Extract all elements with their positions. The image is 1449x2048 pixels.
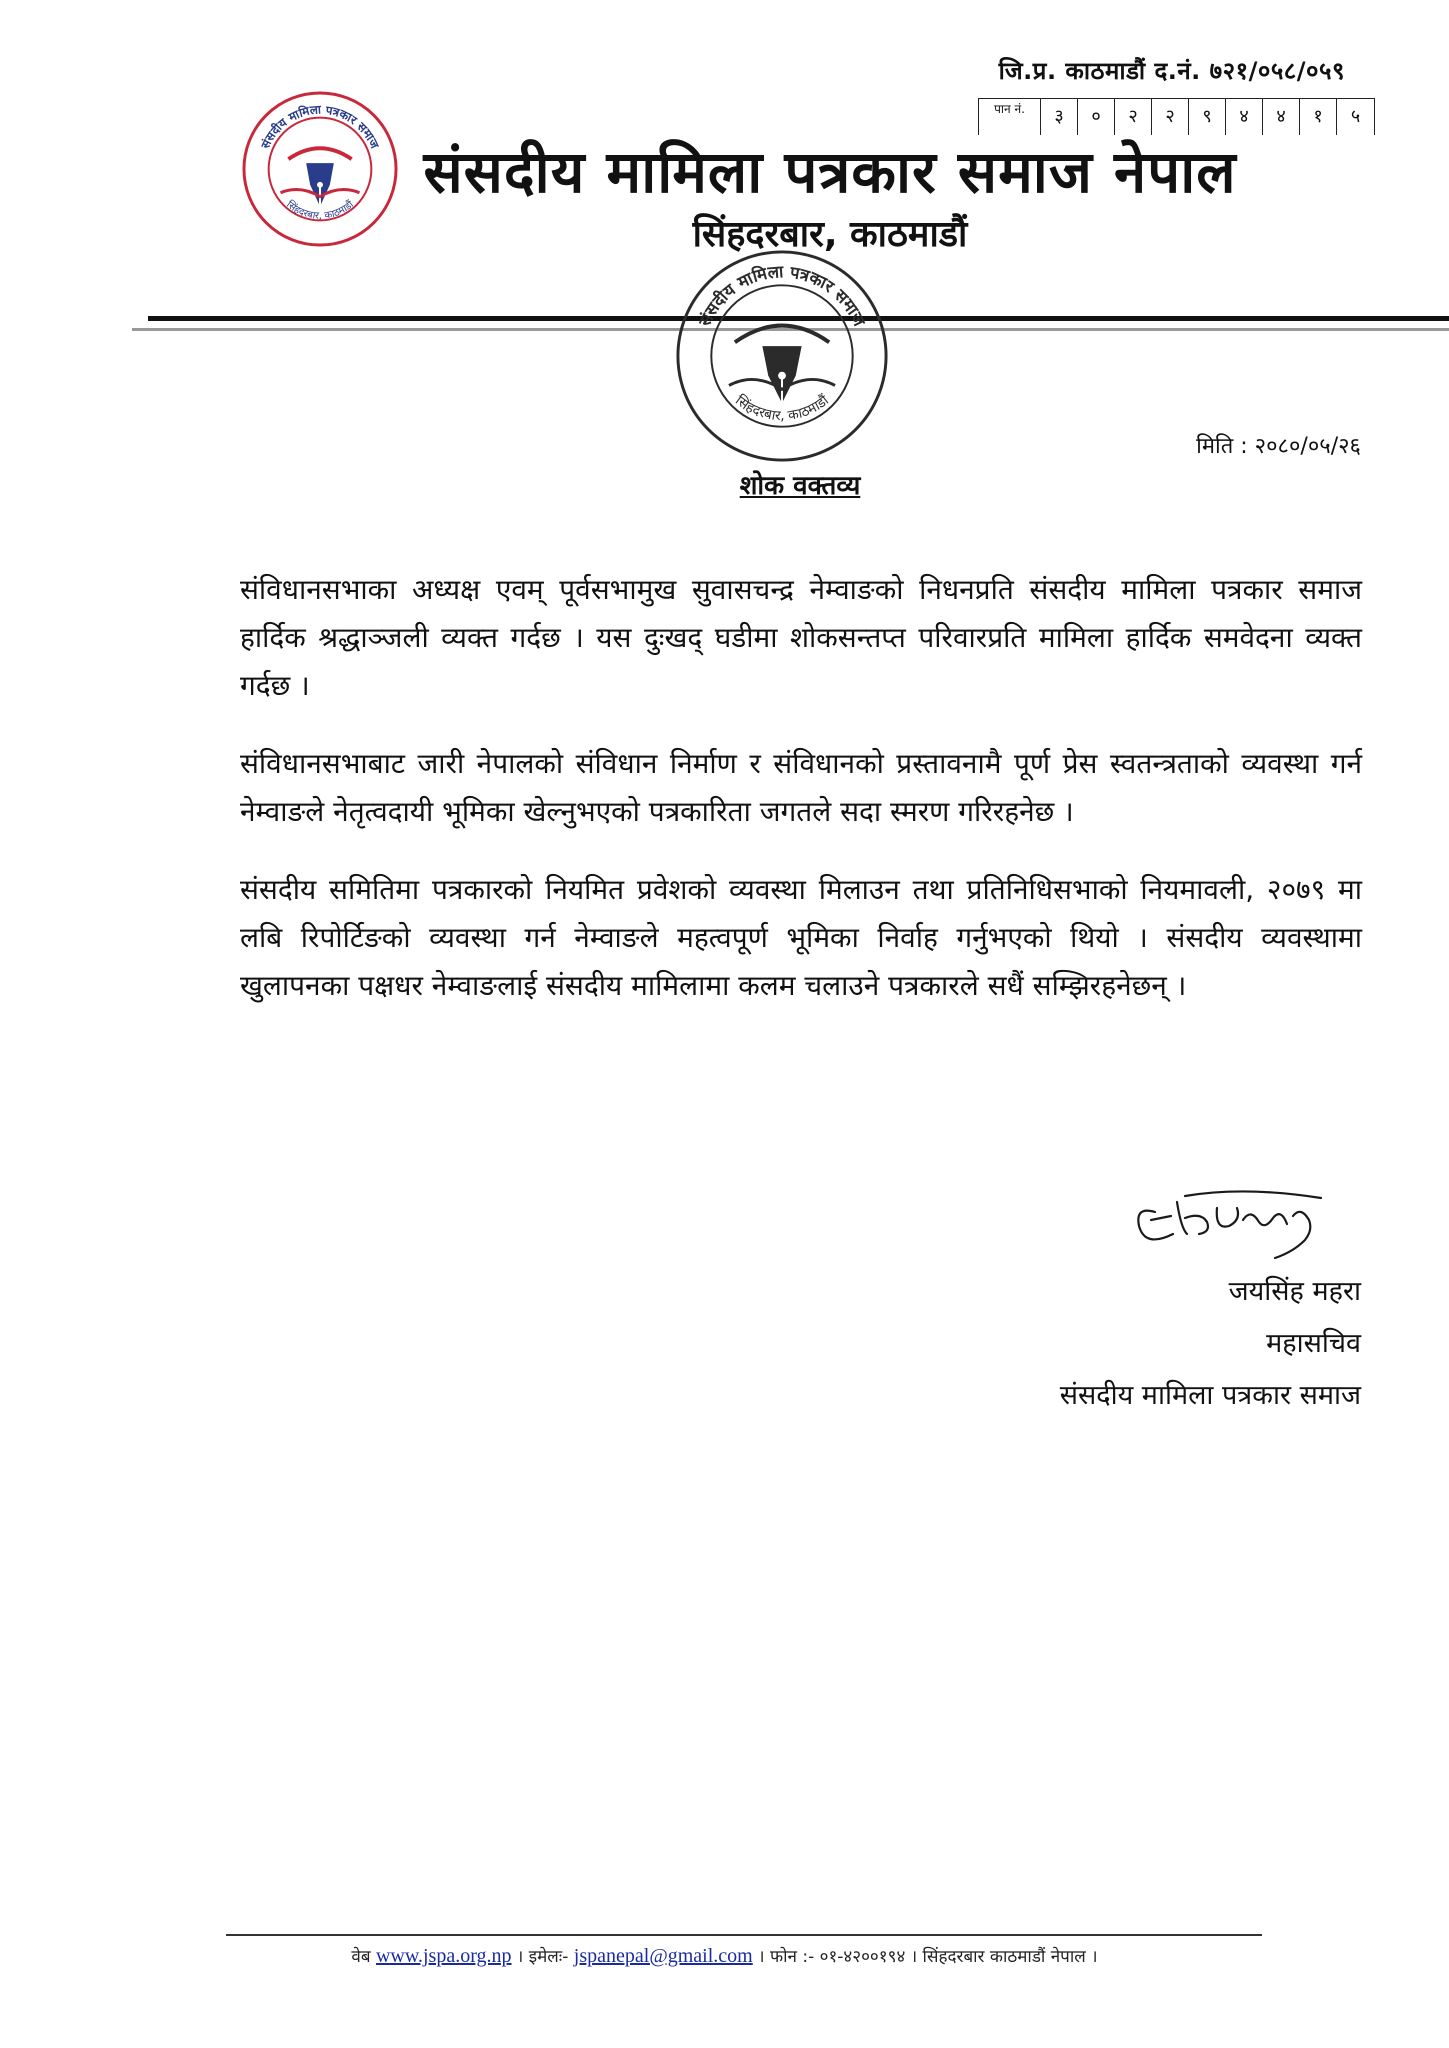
email-link[interactable]: jspanepal@gmail.com <box>573 1945 753 1967</box>
statement-title: शोक वक्तव्य <box>739 471 861 501</box>
footer-contact: । फोन :- ०१-४२००१९४ । सिंहदरबार काठमाडौं नेपाल । <box>758 1947 1098 1967</box>
signatory-position: महासचिव <box>1266 1328 1361 1359</box>
pan-digit: ९ <box>1189 99 1226 135</box>
svg-text:सिंहदरबार, काठमाडौं: सिंहदरबार, काठमाडौं <box>732 392 832 425</box>
registration-number: जि.प्र. काठमाडौं द.नं. ७२१/०५८/०५९ <box>998 57 1345 85</box>
paragraph-2: संविधानसभाबाट जारी नेपालको संविधान निर्माण र संविधानको प्रस्तावनामै पूर्ण प्रेस स्वतन्त्रताको व्यवस्था गर्न नेम्वाङले नेतृत्वदायी भूमिका खेल्नुभएको पत्रकारिता जगतले सदा स्मरण गरिरहनेछ । <box>240 747 1362 828</box>
organization-name: संसदीय मामिला पत्रकार समाज नेपाल <box>423 138 1237 206</box>
signatory-name: जयसिंह महरा <box>1228 1276 1361 1307</box>
signature-block <box>1060 1266 1361 1422</box>
pan-digit: २ <box>1115 99 1152 135</box>
pan-label: पान नं. <box>979 99 1041 135</box>
pan-digit: ५ <box>1350 106 1361 127</box>
handwritten-signature <box>1125 1168 1355 1268</box>
pan-digit: ३ <box>1041 99 1078 135</box>
pan-digit: १ <box>1300 99 1337 135</box>
paragraph-3: संसदीय समितिमा पत्रकारको नियमित प्रवेशको व्यवस्था मिलाउन तथा प्रतिनिधिसभाको नियमावली, २०७९ मा लबि रिपोर्टिङको व्यवस्था गर्न नेम्वाङले महत्वपूर्ण भूमिका निर्वाह गर्नुभएको थियो । संसदीय व्यवस्थामा खुलापनका पक्षधर नेम्वाङलाई संसदीय मामिलामा कलम चलाउने पत्रकारले सधैं सम्झिरहनेछन् । <box>240 873 1362 1002</box>
organization-logo <box>241 90 399 248</box>
statement-date: मिति : २०८०/०५/२६ <box>1196 434 1361 459</box>
footer <box>0 1944 1449 1968</box>
footer-email-label: । इमेलः- <box>516 1947 569 1967</box>
pan-digit: ४ <box>1263 99 1300 135</box>
paragraph-1: संविधानसभाका अध्यक्ष एवम् पूर्वसभामुख सुवासचन्द्र नेम्वाङको निधनप्रति संसदीय मामिला पत्रकार समाज हार्दिक श्रद्धाञ्जली व्यक्त गर्दछ । यस दुःखद् घडीमा शोकसन्तप्त परिवारप्रति मामिला हार्दिक समवेदना व्यक्त गर्दछ । <box>240 573 1362 702</box>
footer-divider <box>226 1934 1262 1936</box>
pan-digit: २ <box>1152 99 1189 135</box>
svg-text:सिंहदरबार, काठमाडौं: सिंहदरबार, काठमाडौं <box>284 199 356 222</box>
footer-web-label: वेब <box>351 1947 371 1967</box>
organization-stamp <box>674 248 890 464</box>
pan-digit: ० <box>1078 99 1115 135</box>
website-link[interactable]: www.jspa.org.np <box>375 1945 512 1967</box>
pan-digit: ४ <box>1226 99 1263 135</box>
organization-address: सिंहदरबार, काठमाडौं <box>692 214 968 255</box>
svg-text:संसदीय मामिला पत्रकार समाज: संसदीय मामिला पत्रकार समाज <box>258 102 382 151</box>
statement-body <box>240 566 1362 1040</box>
svg-text:संसदीय मामिला पत्रकार समाज: संसदीय मामिला पत्रकार समाज <box>695 262 869 330</box>
signatory-organization: संसदीय मामिला पत्रकार समाज <box>1059 1380 1361 1411</box>
